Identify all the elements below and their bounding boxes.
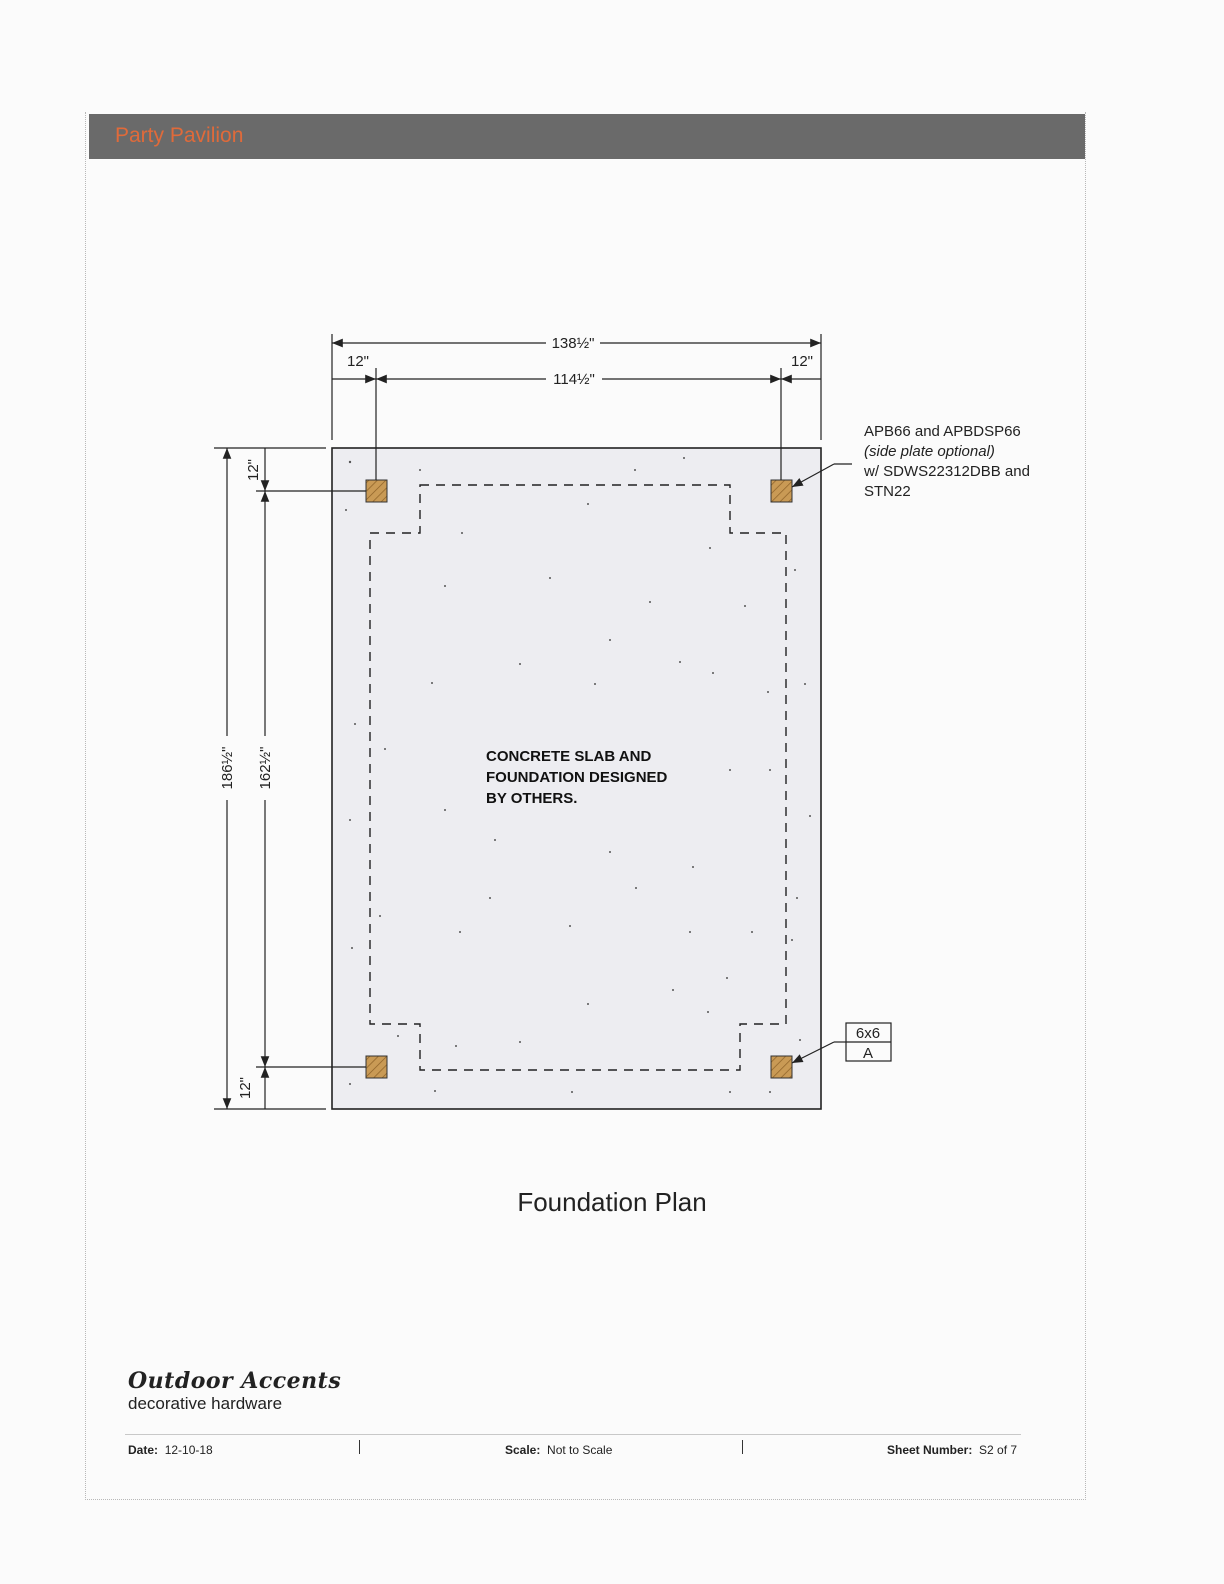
- scale-value: Not to Scale: [547, 1443, 613, 1457]
- dim-top-offset: 12": [245, 458, 262, 482]
- page-title: Party Pavilion: [115, 124, 244, 147]
- dim-overall-width: 138½": [551, 335, 595, 352]
- footer-date: [128, 1443, 213, 1457]
- footer-scale: [505, 1443, 612, 1457]
- dim-left-offset: 12": [347, 353, 370, 370]
- plan-title: Foundation Plan: [517, 1187, 707, 1217]
- post-top-left: [366, 480, 387, 502]
- dim-inner-height: 162½": [257, 746, 274, 790]
- post-bottom-left: [366, 1056, 387, 1078]
- dim-overall-height: 186½": [219, 746, 236, 790]
- post-tag: [846, 1023, 891, 1062]
- hardware-callout: [863, 423, 1030, 500]
- dim-bottom-offset: 12": [237, 1076, 254, 1100]
- callout-line-1: APB66 and APBDSP66: [864, 423, 1021, 440]
- dim-right-offset: 12": [791, 353, 814, 370]
- post-tag-size: 6x6: [855, 1025, 881, 1042]
- sheet-label: Sheet Number:: [887, 1443, 973, 1457]
- post-tag-label: A: [862, 1045, 874, 1062]
- callout-line-2: (side plate optional): [864, 443, 995, 460]
- slab-note-line-1: CONCRETE SLAB AND: [486, 748, 652, 765]
- slab-note-line-3: BY OTHERS.: [486, 790, 578, 807]
- footer-sheet-number: [887, 1443, 1017, 1457]
- footer-divider: [125, 1434, 1021, 1435]
- post-top-right: [771, 480, 792, 502]
- post-bottom-right: [771, 1056, 792, 1078]
- date-label: Date:: [128, 1443, 159, 1457]
- sheet-value: S2 of 7: [979, 1443, 1018, 1457]
- slab-note-line-2: FOUNDATION DESIGNED: [486, 769, 668, 786]
- footer-separator: [359, 1440, 360, 1454]
- scale-label: Scale:: [505, 1443, 541, 1457]
- callout-line-3: w/ SDWS22312DBB and: [864, 463, 1030, 480]
- date-value: 12-10-18: [164, 1443, 213, 1457]
- logo-tagline: decorative hardware: [128, 1394, 283, 1413]
- brand-logo: [128, 1368, 341, 1414]
- dim-inner-width: 114½": [553, 371, 595, 388]
- footer-separator: [742, 1440, 743, 1454]
- callout-line-4: STN22: [864, 483, 911, 500]
- logo-brand: Outdoor Accents: [128, 1368, 342, 1394]
